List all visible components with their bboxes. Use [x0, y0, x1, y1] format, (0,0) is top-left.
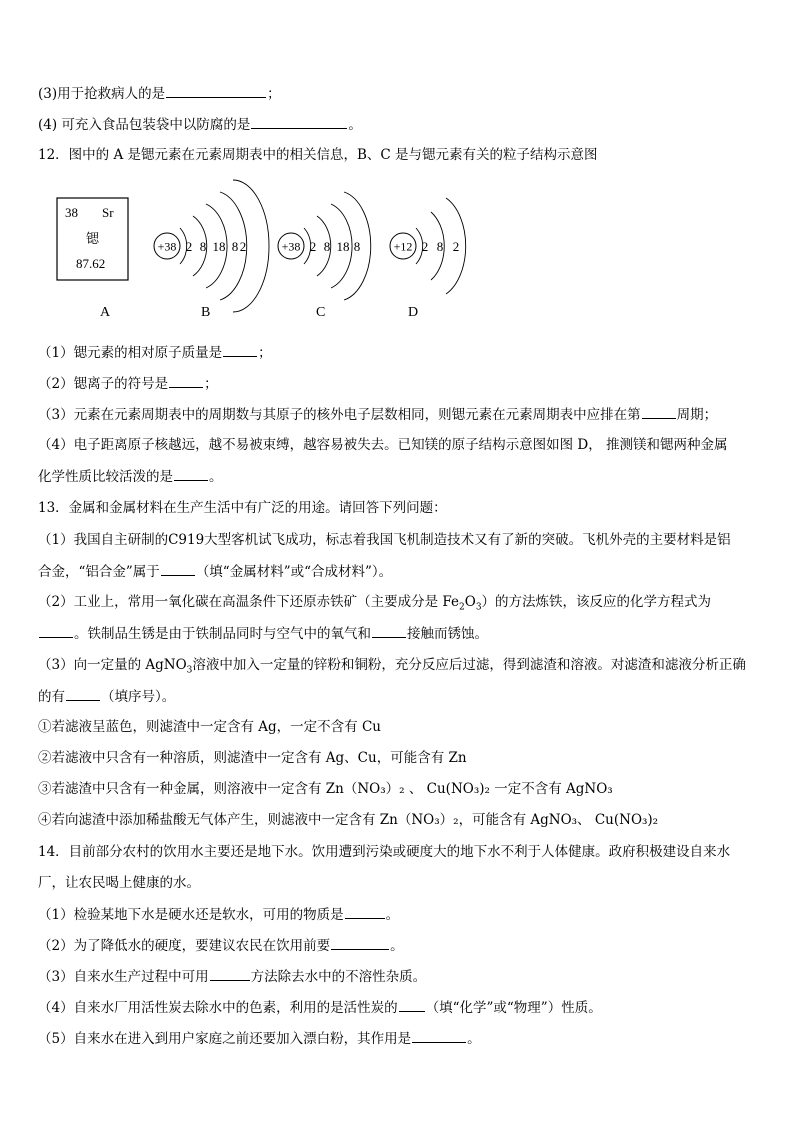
answer-blank[interactable] [210, 967, 250, 981]
q12-item-4-line1: （4）电子距离原子核越远，越不易被束缚，越容易被失去。已知镁的原子结构示意图如图 D， 推测镁和锶两种金属 [38, 437, 728, 453]
svg-text:2: 2 [239, 239, 247, 254]
nucleus-charge: +38 [157, 239, 177, 254]
q12-item-3: （3）元素在元素周期表中的周期数与其原子的核外电子层数相同，则锶元素在元素周期表中应排在第 周期； [38, 407, 718, 423]
label-D: D [408, 305, 419, 320]
answer-blank[interactable] [174, 467, 208, 481]
answer-blank[interactable] [66, 687, 100, 701]
answer-blank[interactable] [331, 936, 389, 950]
svg-text:8: 8 [231, 239, 239, 254]
q12-item-4-line2: 化学性质比较活泼的是 。 [38, 469, 223, 485]
label-B: B [201, 305, 211, 320]
atomic-number: 38 [65, 205, 78, 220]
element-name: 锶 [86, 231, 100, 246]
q13-option-4: ④若向滤渣中添加稀盐酸无气体产生，则滤液中一定含有 Zn（NO₃）₂，可能含有 AgNO₃、 Cu(NO₃)₂ [38, 812, 659, 828]
answer-blank[interactable] [39, 624, 73, 638]
question-text: (3)用于抢救病人的是 [38, 86, 166, 102]
structure-diagram-B [154, 180, 269, 312]
answer-blank[interactable] [223, 343, 257, 357]
nucleus-charge: +12 [393, 239, 413, 254]
q14-item-2: （2）为了降低水的硬度，要建议农民在饮用前要 。 [38, 938, 404, 954]
nucleus-charge: +38 [281, 239, 301, 254]
q13-item-1-line1: （1）我国自主研制的C919大型客机试飞成功，标志着我国飞机制造技术又有了新的突破。飞机外壳的主要材料是铝 [38, 532, 731, 548]
q14-item-5: （5）自来水在进入到用户家庭之前还要加入漂白粉，其作用是 。 [38, 1031, 481, 1047]
svg-text:8: 8 [353, 239, 361, 254]
q13-item-2-line1: （2）工业上，常用一氧化碳在高温条件下还原赤铁矿（主要成分是 $Fe_2O_3$）的方法炼铁，该反应的化学方程式为 [38, 594, 712, 613]
answer-blank[interactable] [642, 405, 676, 419]
q14-item-3: （3）自来水生产过程中可用 方法除去水中的不溶性杂质。 [38, 969, 427, 985]
q14-item-4: （4）自来水厂用活性炭去除水中的色素，利用的是活性炭的 （填“化学”或“物理”）性质。 [38, 1000, 602, 1016]
q12-stem: 12．图中的 A 是锶元素在元素周期表中的相关信息，B、C 是与锶元素有关的粒子结构示意图 [38, 147, 598, 163]
svg-text:2: 2 [185, 239, 193, 254]
q13-item-3-line2: 的有 （填序号）。 [38, 689, 176, 705]
svg-text:8: 8 [199, 239, 207, 254]
q14-item-1: （1）检验某地下水是硬水还是软水，可用的物质是 。 [38, 907, 400, 923]
element-card-A [57, 198, 128, 280]
element-symbol: Sr [102, 205, 114, 220]
answer-blank[interactable] [345, 905, 385, 919]
q13-option-1: ①若滤液呈蓝色，则滤渣中一定含有 Ag，一定不含有 Cu [38, 719, 381, 735]
q13-item-3-line1: （3）向一定量的 AgNO$_3$溶液中加入一定量的锌粉和铜粉，充分反应后过滤，得到滤渣和溶液。对滤渣和滤液分析正确 [38, 657, 746, 676]
q12-item-2: （2）锶离子的符号是 ； [38, 376, 218, 392]
svg-text:18: 18 [212, 239, 226, 254]
q13-item-1-line2: 合金，“铝合金”属于 （填“金属材料”或“合成材料”）。 [38, 564, 393, 580]
answer-blank[interactable] [399, 998, 425, 1012]
q12-item-1: （1）锶元素的相对原子质量是 ； [38, 345, 272, 361]
structure-diagram-C [278, 192, 371, 300]
answer-blank[interactable] [412, 1029, 466, 1043]
answer-blank[interactable] [161, 562, 195, 576]
q11-item-3: (3)用于抢救病人的是 ； [38, 86, 281, 102]
label-C: C [316, 305, 326, 320]
answer-blank[interactable] [372, 624, 406, 638]
question-text: (4) 可充入食品包装袋中以防腐的是 [38, 117, 251, 133]
q11-item-4: (4) 可充入食品包装袋中以防腐的是 。 [38, 117, 362, 133]
q13-item-2-line2: 。铁制品生锈是由于铁制品同时与空气中的氧气和 接触而锈蚀。 [38, 624, 488, 643]
q13-option-3: ③若滤渣中只含有一种金属，则溶液中一定含有 Zn（NO₃）₂ 、 Cu(NO₃)₂ 一定不含有 AgNO₃ [38, 781, 613, 797]
svg-text:18: 18 [336, 239, 350, 254]
label-A: A [100, 305, 111, 320]
q14-stem-line1: 14．目前部分农村的饮用水主要还是地下水。饮用遭到污染或硬度大的地下水不利于人体健康。政府积极建设自来水 [38, 844, 731, 860]
answer-blank[interactable] [169, 374, 203, 388]
svg-text:8: 8 [323, 239, 331, 254]
q13-stem: 13．金属和金属材料在生产生活中有广泛的用途。请回答下列问题： [38, 500, 447, 516]
atomic-structure-figure [0, 0, 794, 330]
svg-text:2: 2 [452, 239, 460, 254]
svg-text:2: 2 [309, 239, 317, 254]
atomic-mass: 87.62 [76, 256, 106, 271]
q14-stem-line2: 厂，让农民喝上健康的水。 [38, 875, 200, 891]
structure-diagram-D [390, 198, 466, 294]
svg-text:2: 2 [421, 239, 429, 254]
svg-text:8: 8 [436, 239, 444, 254]
q13-option-2: ②若滤液中只含有一种溶质，则滤渣中一定含有 Ag、Cu，可能含有 Zn [38, 750, 467, 766]
